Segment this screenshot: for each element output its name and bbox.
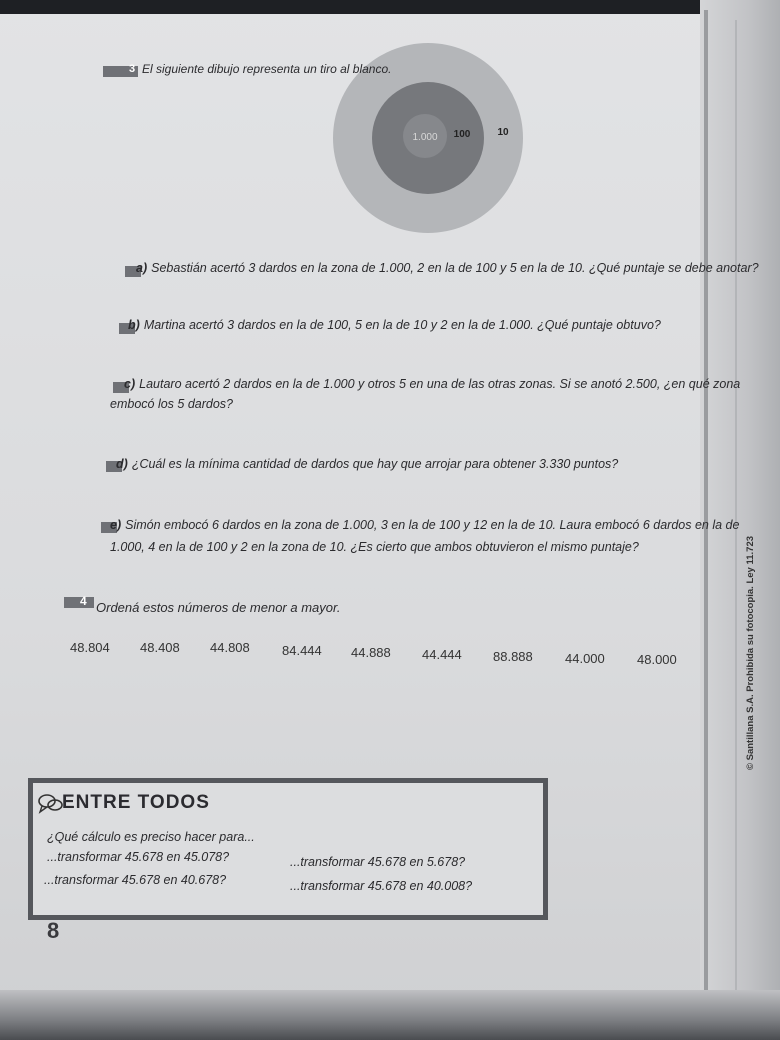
item-d-letter: d)	[116, 457, 128, 471]
target-label-100: 100	[453, 129, 471, 140]
item-c-text-2: embocó los 5 dardos?	[110, 397, 233, 411]
entre-todos-item: ...transformar 45.678 en 45.078?	[47, 850, 230, 864]
entre-todos-question: ¿Qué cálculo es preciso hacer para...	[47, 830, 255, 844]
exercise-4-marker	[64, 597, 94, 608]
item-d-text: ¿Cuál es la mínima cantidad de dardos que hay que arrojar para obtener 3.330 puntos?	[131, 457, 619, 471]
target-label-10: 10	[497, 127, 509, 138]
number-item: 44.808	[210, 640, 250, 655]
item-e-letter: e)	[110, 518, 122, 532]
entre-todos-item: ...transformar 45.678 en 40.678?	[44, 873, 227, 887]
item-e-text-2: 1.000, 4 en la de 100 y 2 en la zona de 10. ¿Es cierto que ambos obtuvieron el mismo puntaje?	[110, 540, 639, 554]
item-b-letter: b)	[128, 318, 140, 332]
item-c-line1	[124, 377, 740, 391]
item-e-text-1: Simón embocó 6 dardos en la zona de 1.000, 3 en la de 100 y 12 en la de 10. Laura embocó 6 dardos en la de	[125, 518, 740, 532]
exercise-3-prompt: El siguiente dibujo representa un tiro al blanco.	[142, 62, 392, 76]
number-item: 44.888	[351, 645, 391, 660]
item-c-text-1: Lautaro acertó 2 dardos en la de 1.000 y otros 5 en una de las otras zonas. Si se anotó 2.500, ¿en qué zona	[139, 377, 741, 391]
item-d	[116, 457, 618, 471]
number-item: 88.888	[493, 649, 533, 664]
page-number: 8	[47, 918, 60, 943]
number-item: 44.000	[565, 651, 605, 666]
item-b-text: Martina acertó 3 dardos en la de 100, 5 en la de 10 y 2 en la de 1.000. ¿Qué puntaje obtuvo?	[143, 318, 661, 332]
item-a	[136, 261, 759, 275]
entre-todos-title: ENTRE TODOS	[62, 792, 210, 813]
item-e-line1	[110, 518, 739, 532]
dartboard-target	[0, 0, 780, 260]
number-item: 84.444	[282, 643, 322, 658]
item-a-text: Sebastián acertó 3 dardos en la zona de 1.000, 2 en la de 100 y 5 en la de 10. ¿Qué puntaje se debe anotar?	[151, 261, 759, 275]
number-item: 48.000	[637, 652, 677, 667]
item-a-letter: a)	[136, 261, 148, 275]
exercise-3-number: 3	[129, 63, 136, 75]
number-item: 48.804	[70, 640, 110, 655]
target-label-1000: 1.000	[412, 132, 438, 143]
exercise-4-number: 4	[80, 594, 87, 608]
copyright-notice: © Santillana S.A. Prohibida su fotocopia. Ley 11.723	[745, 535, 756, 770]
item-c-letter: c)	[124, 377, 136, 391]
number-item: 48.408	[140, 640, 180, 655]
number-item: 44.444	[422, 647, 462, 662]
item-b	[128, 318, 661, 332]
speech-bubbles-icon	[38, 792, 64, 814]
exercise-4-prompt: Ordená estos números de menor a mayor.	[96, 600, 341, 615]
entre-todos-item: ...transformar 45.678 en 40.008?	[290, 879, 473, 893]
entre-todos-item: ...transformar 45.678 en 5.678?	[290, 855, 466, 869]
bottom-shadow	[0, 990, 780, 1040]
